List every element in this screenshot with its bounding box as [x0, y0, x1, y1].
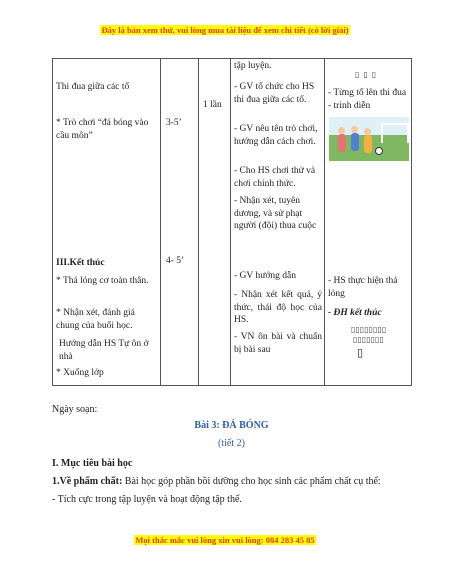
- ball-icon: [375, 147, 383, 155]
- method-text: - VN ôn bài và chuẩn bị bài sau: [234, 332, 322, 355]
- formation-ending-heading: - ĐH kết thúc: [328, 308, 382, 318]
- section-ending-heading: III.Kết thúc: [56, 258, 105, 268]
- formation-column: [325, 59, 412, 386]
- competition-text: Thi đua giữa các tổ: [56, 82, 130, 92]
- game-text: * Trò chơi “đá bóng vào cầu môn”: [56, 118, 149, 141]
- lesson-title: Bài 3: ĐÁ BÓNG: [194, 420, 269, 431]
- method-column: [231, 59, 325, 386]
- preview-notice-banner: [0, 25, 450, 35]
- formation-squares: ▯▯▯▯▯▯▯▯: [351, 325, 387, 334]
- objectives-heading: I. Mục tiêu bài học: [52, 458, 133, 469]
- evaluation-text: * Nhận xét, đánh giá chung của buổi học.: [56, 308, 135, 331]
- lesson-period: (tiết 2): [218, 438, 245, 449]
- method-text: - GV nêu tên trò chơi, hướng dẫn cách chơi.: [234, 124, 318, 147]
- qualities-text: Bài học góp phần bồi dưỡng cho học sinh các phẩm chất cụ thể:: [122, 476, 381, 487]
- formation-squares: ▯ ▯ ▯: [355, 70, 378, 79]
- time-value: 3-5’: [166, 118, 182, 128]
- qualities-paragraph: [52, 476, 422, 487]
- method-text: - GV tổ chức cho HS thi đua giữa các tổ.: [234, 82, 315, 105]
- active-practice-text: - Tích cực trong tập luyện và hoạt động tập thể.: [52, 494, 242, 505]
- teacher-square: ▯: [357, 347, 364, 359]
- method-text: - Nhận xét kết quả, ý thức, thái độ học của HS.: [234, 290, 322, 325]
- formation-text: - HS thực hiện thả lỏng: [328, 276, 398, 299]
- qualities-label: 1.Về phẩm chất:: [52, 476, 123, 487]
- goal-icon: [381, 123, 409, 143]
- count-column: [199, 59, 231, 386]
- time-column: [161, 59, 199, 386]
- contact-text: Mọi thắc mắc vui lòng xin vui lòng: 084 283 45 85: [135, 535, 315, 545]
- homework-text: Hướng dẫn HS Tự ôn ở nhà: [59, 339, 149, 362]
- method-text: - Cho HS chơi thử và chơi chính thức.: [234, 166, 316, 189]
- method-text: tập luyện.: [234, 61, 272, 71]
- formation-text: - Từng tổ lên thi đua - trình diễn: [328, 88, 407, 111]
- method-text: - Nhận xét, tuyên dương, và sử phạt người (đội) thua cuộc: [234, 196, 317, 231]
- content-column: [53, 59, 161, 386]
- count-value: 1 lần: [203, 100, 222, 110]
- preview-notice-text: Đây là bản xem thử, vui lòng mua tài liệu để xem chi tiết (có lời giải): [101, 25, 349, 35]
- football-kids-illustration: [329, 117, 409, 161]
- contact-banner: [0, 535, 450, 545]
- prep-date-label: Ngày soạn:: [52, 404, 98, 415]
- dismiss-text: * Xuống lớp: [56, 368, 104, 378]
- time-value: 4- 5’: [166, 256, 185, 266]
- formation-squares: ▯▯▯▯▯▯▯: [353, 335, 384, 344]
- relax-text: * Thả lỏng cơ toàn thân.: [56, 276, 149, 286]
- lesson-plan-table: [52, 58, 412, 386]
- table-row: [53, 59, 412, 386]
- method-text: - GV hướng dẫn: [234, 271, 296, 281]
